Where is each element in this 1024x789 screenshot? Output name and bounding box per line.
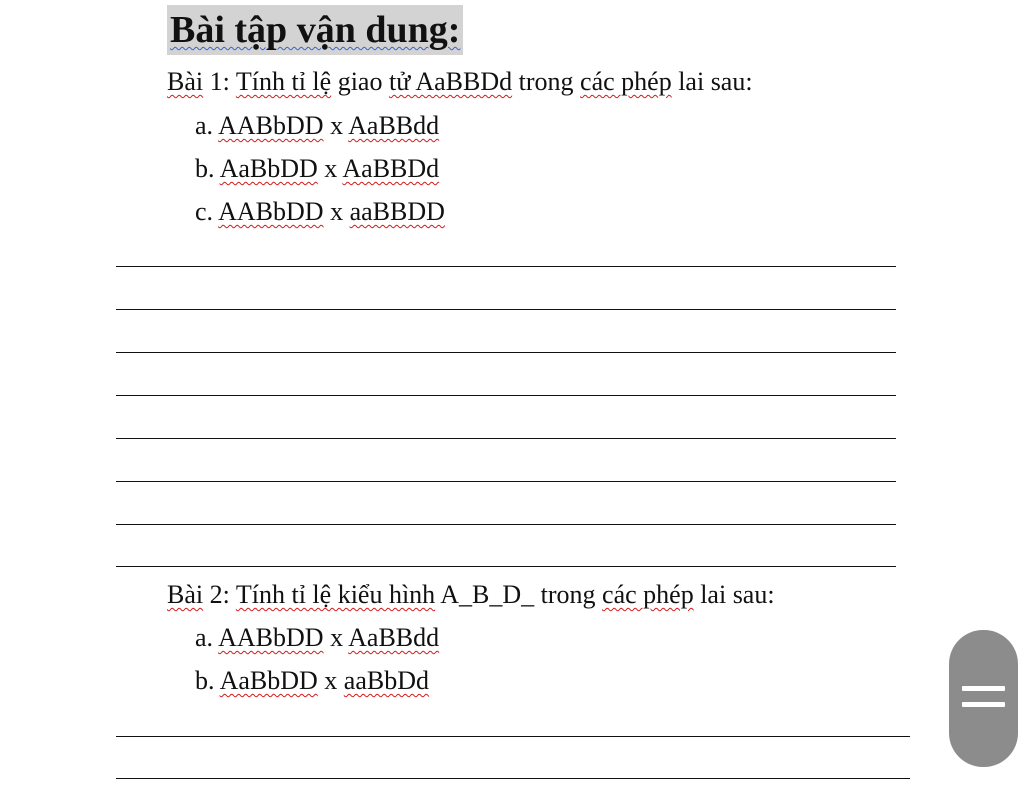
answer-line — [116, 266, 896, 267]
scroll-handle-button[interactable] — [949, 630, 1018, 767]
exercise-1-item-c: c. AABbDD x aaBBDD — [195, 197, 445, 226]
answer-line — [116, 438, 896, 439]
exercise-2-title: Bài 2: Tính tỉ lệ kiểu hình A_B_D_ trong các phép lai sau: — [167, 580, 775, 609]
answer-line — [116, 352, 896, 353]
answer-line — [116, 309, 896, 310]
exercise-1-item-b: b. AaBbDD x AaBBDd — [195, 154, 440, 183]
answer-line — [116, 736, 910, 737]
exercise-1-item-a: a. AABbDD x AaBBdd — [195, 111, 440, 140]
exercise-2-item-b: b. AaBbDD x aaBbDd — [195, 666, 429, 695]
exercise-1-title: Bài 1: Tính tỉ lệ giao tử AaBBDd trong các phép lai sau: — [167, 67, 753, 96]
answer-line — [116, 395, 896, 396]
exercise-2-item-a: a. AABbDD x AaBBdd — [195, 623, 440, 652]
answer-line — [116, 481, 896, 482]
answer-line — [116, 524, 896, 525]
answer-line — [116, 566, 896, 567]
section-heading: Bài tập vận dung: — [167, 5, 463, 55]
answer-line — [116, 778, 910, 779]
